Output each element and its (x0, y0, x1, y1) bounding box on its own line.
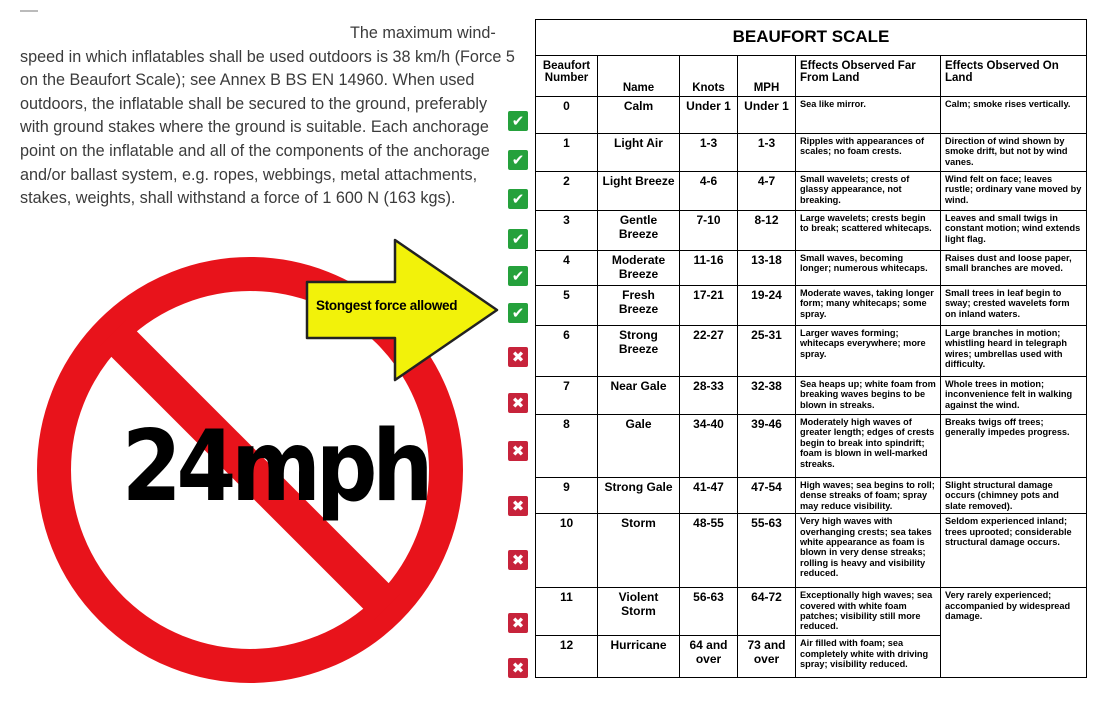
far-effects-cell: Air filled with foam; sea completely white with driving spray; visibility reduced. (796, 636, 941, 678)
check-icon: ✔ (508, 189, 528, 209)
knots-cell: 1-3 (680, 134, 738, 172)
cross-icon: ✖ (508, 347, 528, 367)
header-on-land: Effects Observed On Land (941, 56, 1087, 97)
beaufort-number-cell: 1 (536, 134, 598, 172)
table-title: BEAUFORT SCALE (535, 19, 1087, 55)
beaufort-number-cell: 10 (536, 514, 598, 588)
on-land-effects-cell: Breaks twigs off trees; generally impedes progress. (941, 415, 1087, 478)
check-icon: ✔ (508, 229, 528, 249)
knots-cell: 11-16 (680, 251, 738, 286)
on-land-effects-cell: Calm; smoke rises vertically. (941, 97, 1087, 134)
beaufort-number-cell: 8 (536, 415, 598, 478)
far-effects-cell: Sea heaps up; white foam from breaking waves begins to be blown in streaks. (796, 377, 941, 415)
on-land-effects-cell: Seldom experienced inland; trees uprooted; considerable structural damage occurs. (941, 514, 1087, 588)
mph-cell: Under 1 (738, 97, 796, 134)
cross-icon: ✖ (508, 658, 528, 678)
header-mph: MPH (738, 56, 796, 97)
name-cell: Storm (598, 514, 680, 588)
far-effects-cell: Sea like mirror. (796, 97, 941, 134)
mph-cell: 55-63 (738, 514, 796, 588)
beaufort-number-cell: 3 (536, 211, 598, 251)
knots-cell: 48-55 (680, 514, 738, 588)
table-row (536, 415, 1087, 478)
table-row (536, 478, 1087, 514)
far-effects-cell: Larger waves forming; whitecaps everywhere; more spray. (796, 326, 941, 377)
far-effects-cell: High waves; sea begins to roll; dense streaks of foam; spray may reduce visibility. (796, 478, 941, 514)
header-far-from-land: Effects Observed Far From Land (796, 56, 941, 97)
beaufort-table (535, 19, 1087, 678)
knots-cell: 4-6 (680, 172, 738, 211)
table-row (536, 251, 1087, 286)
knots-cell: 34-40 (680, 415, 738, 478)
mph-cell: 47-54 (738, 478, 796, 514)
table-row (536, 211, 1087, 251)
beaufort-number-cell: 5 (536, 286, 598, 326)
table-row (536, 514, 1087, 588)
mph-cell: 19-24 (738, 286, 796, 326)
intro-first-line: The maximum wind- (350, 24, 496, 42)
beaufort-number-cell: 2 (536, 172, 598, 211)
table-body (536, 97, 1087, 678)
name-cell: Fresh Breeze (598, 286, 680, 326)
beaufort-number-cell: 6 (536, 326, 598, 377)
table-row (536, 134, 1087, 172)
beaufort-number-cell: 9 (536, 478, 598, 514)
knots-cell: 28-33 (680, 377, 738, 415)
mph-cell: 8-12 (738, 211, 796, 251)
mph-cell: 73 and over (738, 636, 796, 678)
on-land-effects-cell: Small trees in leaf begin to sway; crested wavelets form on inland waters. (941, 286, 1087, 326)
table-row (536, 326, 1087, 377)
intro-paragraph (20, 22, 520, 211)
beaufort-number-cell: 11 (536, 588, 598, 636)
check-icon: ✔ (508, 150, 528, 170)
on-land-effects-merged-cell: Very rarely experienced; accompanied by widespread damage. (941, 588, 1087, 678)
mph-cell: 25-31 (738, 326, 796, 377)
beaufort-number-cell: 0 (536, 97, 598, 134)
name-cell: Strong Gale (598, 478, 680, 514)
name-cell: Hurricane (598, 636, 680, 678)
far-effects-cell: Very high waves with overhanging crests; sea takes white appearance as foam is blown in very dense streaks; rolling is heavy and visibility reduced. (796, 514, 941, 588)
scan-mark (20, 10, 38, 12)
cross-icon: ✖ (508, 441, 528, 461)
status-marks (508, 0, 530, 714)
intro-body: speed in which inflatables shall be used outdoors is 38 km/h (Force 5 on the Beaufort Scale); see Annex B BS EN 14960. When used outdoors, the inflatable shall be secured to the ground, preferably with ground stakes where the ground is suitable. Each anchorage point on the inflatable and all of the components of the anchorage and/or ballast system, e.g. ropes, webbings, metal attachments, stakes, weights, shall withstand a force of 1 600 N (163 kgs). (20, 47, 515, 208)
table-row (536, 97, 1087, 134)
name-cell: Gale (598, 415, 680, 478)
knots-cell: Under 1 (680, 97, 738, 134)
mph-cell: 39-46 (738, 415, 796, 478)
beaufort-number-cell: 7 (536, 377, 598, 415)
name-cell: Calm (598, 97, 680, 134)
cross-icon: ✖ (508, 550, 528, 570)
header-number: Beaufort Number (536, 56, 598, 97)
on-land-effects-cell: Large branches in motion; whistling heard in telegraph wires; umbrellas used with difficulty. (941, 326, 1087, 377)
table-row (536, 588, 1087, 636)
far-effects-cell: Small waves, becoming longer; numerous whitecaps. (796, 251, 941, 286)
header-knots: Knots (680, 56, 738, 97)
table-header-row (536, 56, 1087, 97)
far-effects-cell: Ripples with appearances of scales; no foam crests. (796, 134, 941, 172)
header-name: Name (598, 56, 680, 97)
on-land-effects-cell: Raises dust and loose paper, small branches are moved. (941, 251, 1087, 286)
knots-cell: 41-47 (680, 478, 738, 514)
table-row (536, 172, 1087, 211)
mph-cell: 64-72 (738, 588, 796, 636)
far-effects-cell: Moderate waves, taking longer form; many whitecaps; some spray. (796, 286, 941, 326)
mph-cell: 32-38 (738, 377, 796, 415)
on-land-effects-cell: Direction of wind shown by smoke drift, but not by wind vanes. (941, 134, 1087, 172)
far-effects-cell: Large wavelets; crests begin to break; scattered whitecaps. (796, 211, 941, 251)
check-icon: ✔ (508, 111, 528, 131)
far-effects-cell: Small wavelets; crests of glassy appearance, not breaking. (796, 172, 941, 211)
name-cell: Moderate Breeze (598, 251, 680, 286)
mph-cell: 4-7 (738, 172, 796, 211)
beaufort-number-cell: 4 (536, 251, 598, 286)
check-icon: ✔ (508, 303, 528, 323)
name-cell: Light Breeze (598, 172, 680, 211)
far-effects-cell: Exceptionally high waves; sea covered with white foam patches; visibility still more reduced. (796, 588, 941, 636)
table-row (536, 286, 1087, 326)
on-land-effects-cell: Slight structural damage occurs (chimney pots and slate removed). (941, 478, 1087, 514)
name-cell: Near Gale (598, 377, 680, 415)
on-land-effects-cell: Wind felt on face; leaves rustle; ordinary vane moved by wind. (941, 172, 1087, 211)
knots-cell: 7-10 (680, 211, 738, 251)
mph-cell: 1-3 (738, 134, 796, 172)
name-cell: Strong Breeze (598, 326, 680, 377)
knots-cell: 64 and over (680, 636, 738, 678)
beaufort-number-cell: 12 (536, 636, 598, 678)
speed-limit-text: 24mph (121, 410, 429, 524)
name-cell: Gentle Breeze (598, 211, 680, 251)
cross-icon: ✖ (508, 393, 528, 413)
name-cell: Light Air (598, 134, 680, 172)
knots-cell: 17-21 (680, 286, 738, 326)
check-icon: ✔ (508, 266, 528, 286)
name-cell: Violent Storm (598, 588, 680, 636)
cross-icon: ✖ (508, 496, 528, 516)
on-land-effects-cell: Whole trees in motion; inconvenience felt in walking against the wind. (941, 377, 1087, 415)
on-land-effects-cell: Leaves and small twigs in constant motion; wind extends light flag. (941, 211, 1087, 251)
arrow-label: Stongest force allowed (316, 298, 458, 313)
cross-icon: ✖ (508, 613, 528, 633)
knots-cell: 56-63 (680, 588, 738, 636)
mph-cell: 13-18 (738, 251, 796, 286)
far-effects-cell: Moderately high waves of greater length; edges of crests begin to break into spindrift; foam is blown in well-marked streaks. (796, 415, 941, 478)
knots-cell: 22-27 (680, 326, 738, 377)
table-row (536, 377, 1087, 415)
